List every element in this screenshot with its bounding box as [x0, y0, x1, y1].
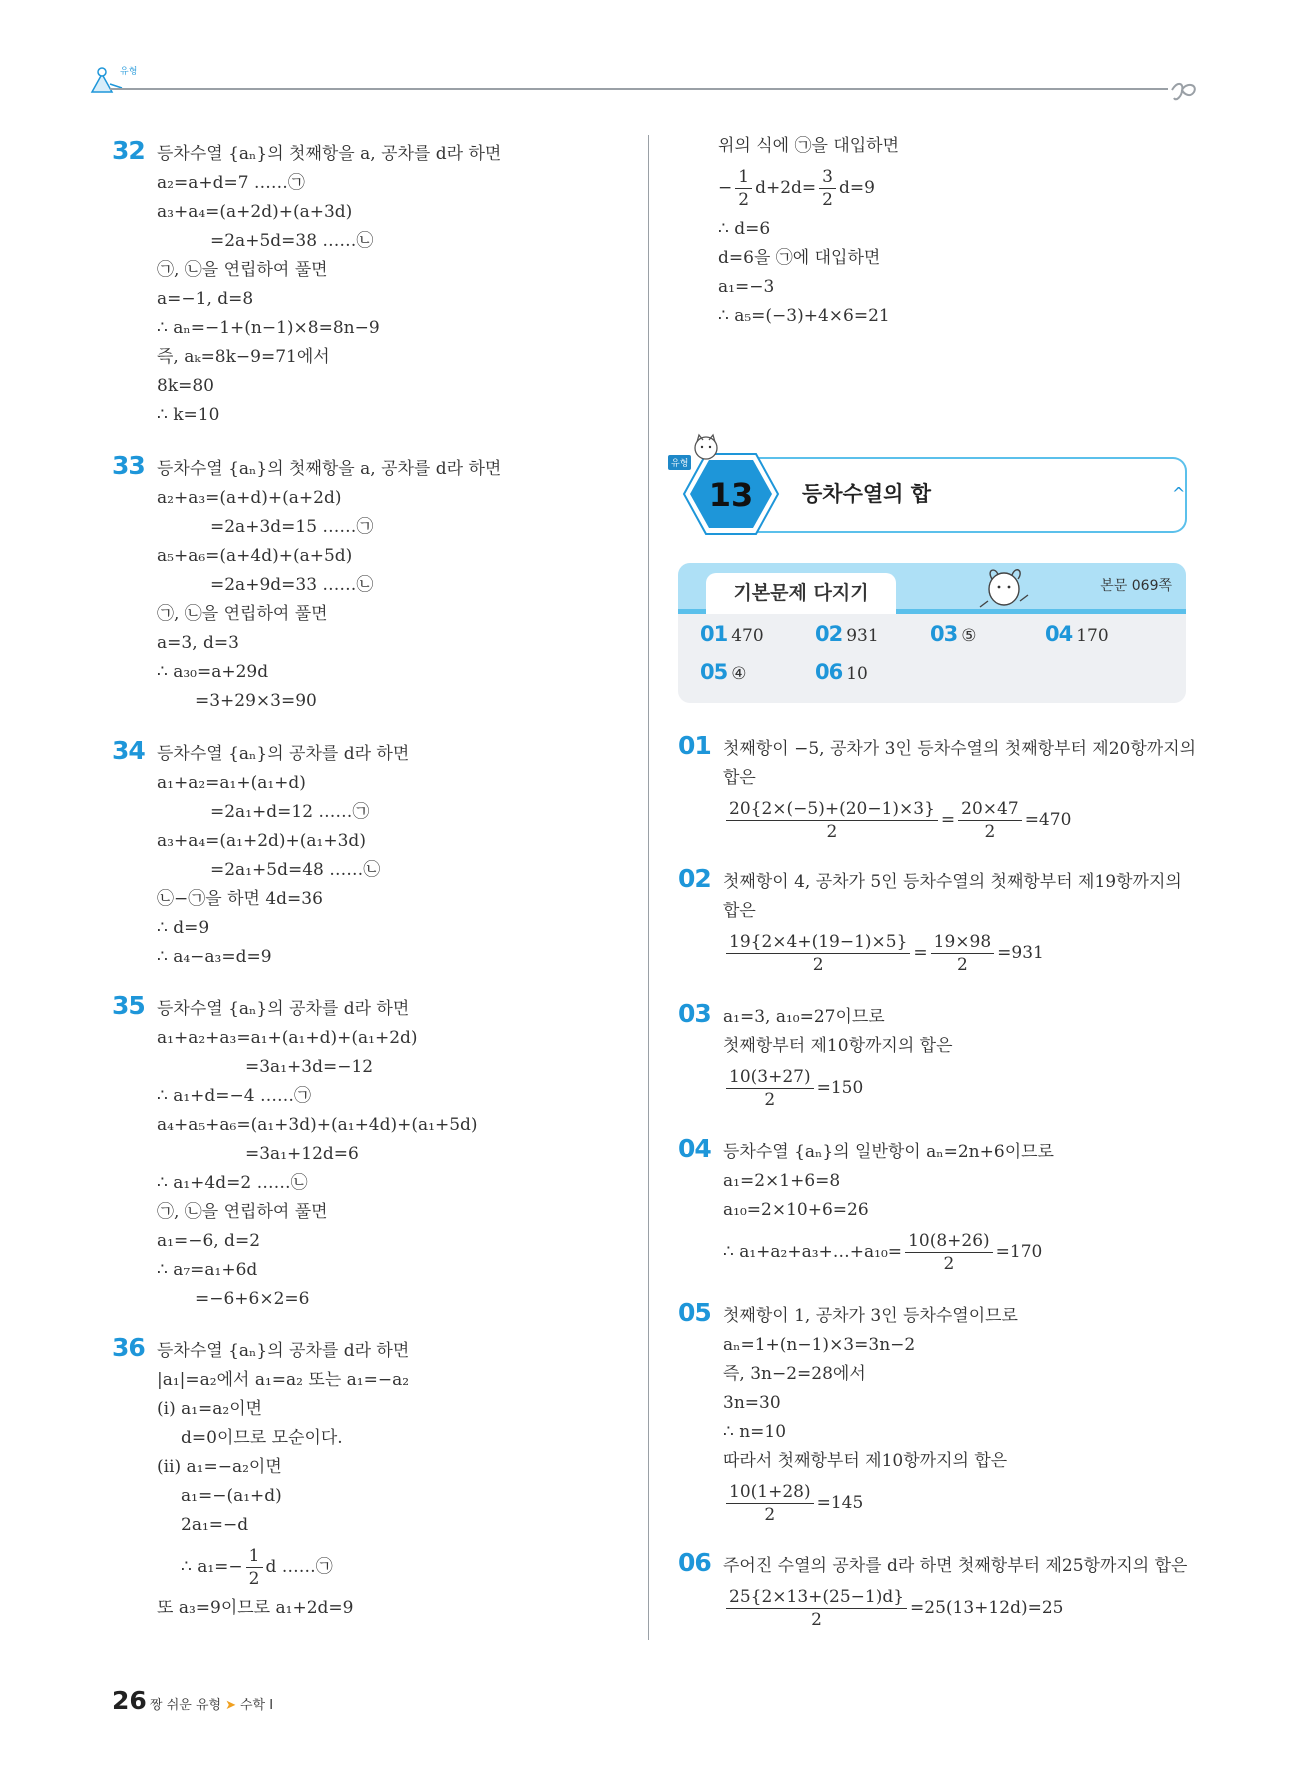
answer-value: 470 — [731, 626, 764, 646]
answer-number: 03 — [930, 622, 958, 646]
numerator: 19×98 — [931, 931, 995, 954]
numerator: 1 — [735, 166, 752, 189]
numerator: 10(8+26) — [905, 1230, 993, 1253]
problem-number: 04 — [678, 1134, 711, 1163]
problem-number: 02 — [678, 864, 711, 893]
denominator: 2 — [764, 1090, 776, 1110]
solution-line: a₁=−6, d=2 — [157, 1231, 261, 1251]
solution-line: a₁+a₂+a₃=a₁+(a₁+d)+(a₁+2d) — [157, 1028, 418, 1048]
solution-line: 등차수열 {aₙ}의 첫째항을 a, 공차를 d라 하면 — [157, 459, 502, 479]
solution-line: 등차수열 {aₙ}의 첫째항을 a, 공차를 d라 하면 — [157, 144, 502, 164]
answer-value: 931 — [846, 626, 879, 646]
answer-number: 06 — [815, 660, 843, 684]
solution-line: 8k=80 — [157, 376, 214, 396]
solution-line: a=−1, d=8 — [157, 289, 254, 309]
answer-item — [930, 622, 976, 646]
solution-line — [723, 1225, 1054, 1279]
problem-number: 06 — [678, 1548, 711, 1577]
answer-item — [700, 660, 746, 684]
solution-line: 첫째항부터 제10항까지의 합은 — [723, 1036, 953, 1056]
problem-number: 35 — [112, 991, 145, 1020]
denominator: 2 — [811, 1610, 822, 1630]
solution-line: =3a₁+12d=6 — [245, 1144, 359, 1164]
solution-line: aₙ=1+(n−1)×3=3n−2 — [723, 1335, 916, 1355]
math-text: = — [940, 810, 956, 830]
solution-line: ㉠, ㉡을 연립하여 풀면 — [157, 604, 328, 624]
answer-item — [815, 622, 879, 646]
solution-line: ∴ d=6 — [718, 219, 771, 239]
math-text: =931 — [997, 943, 1044, 963]
solution-line: ∴ n=10 — [723, 1422, 787, 1442]
fraction — [726, 798, 938, 843]
fraction — [726, 931, 910, 976]
solution-line: =2a₁+5d=48 ……㉡ — [210, 860, 381, 880]
header-logo-label: 유형 — [120, 67, 138, 77]
fraction — [931, 931, 995, 976]
math-text: = — [913, 943, 928, 963]
denominator: 2 — [984, 822, 996, 842]
solution-line: =3a₁+3d=−12 — [245, 1057, 374, 1077]
solution-line — [718, 161, 899, 215]
arrow-icon: ➤ — [225, 1698, 236, 1713]
solution-line: a₁=−(a₁+d) — [181, 1486, 282, 1506]
denominator: 2 — [248, 1569, 260, 1589]
numerator: 3 — [819, 166, 836, 189]
solution-line: =2a+9d=33 ……㉡ — [210, 575, 374, 595]
fraction — [819, 166, 836, 211]
fraction — [735, 166, 752, 211]
solution-line: a₁₀=2×10+6=26 — [723, 1200, 869, 1220]
solution-line: 따라서 첫째항부터 제10항까지의 합은 — [723, 1451, 1008, 1471]
fraction — [905, 1230, 993, 1275]
denominator: 2 — [822, 190, 833, 210]
solution-line: ∴ aₙ=−1+(n−1)×8=8n−9 — [157, 318, 380, 338]
math-text: d=9 — [838, 178, 875, 198]
solution-line: |a₁|=a₂에서 a₁=a₂ 또는 a₁=−a₂ — [157, 1370, 410, 1390]
solution-line: a=3, d=3 — [157, 633, 239, 653]
solution-line: a₅+a₆=(a+4d)+(a+5d) — [157, 546, 353, 566]
answer-item — [1045, 622, 1109, 646]
solution-line: 등차수열 {aₙ}의 공차를 d라 하면 — [157, 744, 410, 764]
solution-line: a₃+a₄=(a+2d)+(a+3d) — [157, 202, 353, 222]
problem-number: 01 — [678, 731, 711, 760]
page-number: 26 — [112, 1686, 147, 1715]
numerator: 1 — [246, 1545, 263, 1568]
solution-line: a₄+a₅+a₆=(a₁+3d)+(a₁+4d)+(a₁+5d) — [157, 1115, 478, 1135]
ribbon-bow-icon — [1168, 78, 1204, 104]
solution-line: 합은 — [723, 901, 756, 921]
answer-value: 170 — [1076, 626, 1109, 646]
solution-line: =−6+6×2=6 — [195, 1289, 310, 1309]
fraction — [246, 1545, 263, 1590]
fraction — [958, 798, 1022, 843]
solution-line: 합은 — [723, 768, 756, 788]
solution-line: =3+29×3=90 — [195, 691, 317, 711]
answer-item — [700, 622, 764, 646]
solution-line: =2a+3d=15 ……㉠ — [210, 517, 374, 537]
math-text: ∴ a₁=− — [181, 1557, 243, 1577]
dog-mascot-icon — [968, 563, 1038, 611]
problem-number: 34 — [112, 736, 145, 765]
solution-line: (ⅱ) a₁=−a₂이면 — [157, 1457, 282, 1477]
solution-line: 첫째항이 4, 공차가 5인 등차수열의 첫째항부터 제19항까지의 — [723, 872, 1182, 892]
answer-value: 10 — [846, 664, 868, 684]
solution-line: d=6을 ㉠에 대입하면 — [718, 248, 881, 268]
type-number: 13 — [708, 476, 754, 514]
solution-line — [723, 1581, 1187, 1635]
footer-book-info — [150, 1694, 273, 1713]
answer-value: ④ — [731, 664, 747, 684]
solution-line: a₃+a₄=(a₁+2d)+(a₁+3d) — [157, 831, 366, 851]
fraction — [726, 1066, 814, 1111]
problem-number: 32 — [112, 136, 145, 165]
math-text: − — [718, 178, 733, 198]
answer-number: 02 — [815, 622, 843, 646]
solution-line: 주어진 수열의 공차를 d라 하면 첫째항부터 제25항까지의 합은 — [723, 1556, 1188, 1576]
solution-line: ∴ a₃₀=a+29d — [157, 662, 269, 682]
solution-line: =2a+5d=38 ……㉡ — [210, 231, 374, 251]
answer-item — [815, 660, 868, 684]
numerator: 20×47 — [958, 798, 1022, 821]
math-text: d+2d= — [755, 178, 817, 198]
solution-line: 첫째항이 1, 공차가 3인 등차수열이므로 — [723, 1306, 1018, 1326]
solution-line: (ⅰ) a₁=a₂이면 — [157, 1399, 263, 1419]
solution-line: ㉠, ㉡을 연립하여 풀면 — [157, 260, 328, 280]
solution-line: ∴ k=10 — [157, 405, 220, 425]
problem-number: 03 — [678, 999, 711, 1028]
fraction — [726, 1481, 814, 1526]
solution-line: ∴ a₁+d=−4 ……㉠ — [157, 1086, 312, 1106]
answer-number: 05 — [700, 660, 728, 684]
solution-line: a₁+a₂=a₁+(a₁+d) — [157, 773, 306, 793]
denominator: 2 — [764, 1505, 776, 1525]
solution-line — [723, 926, 1182, 980]
numerator: 25{2×13+(25−1)d} — [726, 1586, 907, 1609]
solution-line: d=0이므로 모순이다. — [181, 1428, 343, 1448]
basic-box-tab: 기본문제 다지기 — [706, 573, 896, 614]
solution-line: a₁=−3 — [718, 277, 775, 297]
problem-number: 33 — [112, 451, 145, 480]
solution-line: a₂=a+d=7 ……㉠ — [157, 173, 305, 193]
header-rule — [110, 88, 1168, 90]
math-text: ∴ a₁+a₂+a₃+…+a₁₀= — [723, 1242, 903, 1262]
solution-line: 즉, 3n−2=28에서 — [723, 1364, 866, 1384]
problem-number: 36 — [112, 1333, 145, 1362]
math-text: =145 — [816, 1493, 864, 1513]
basic-box-page-ref: 본문 069쪽 — [1100, 578, 1172, 594]
solution-line: 첫째항이 −5, 공차가 3인 등차수열의 첫째항부터 제20항까지의 — [723, 739, 1197, 759]
solution-line: 즉, aₖ=8k−9=71에서 — [157, 347, 330, 367]
numerator: 20{2×(−5)+(20−1)×3} — [726, 798, 938, 821]
problem-number: 05 — [678, 1298, 711, 1327]
numerator: 19{2×4+(19−1)×5} — [726, 931, 910, 954]
math-text: =25(13+12d)=25 — [910, 1598, 1064, 1618]
solution-line — [157, 1540, 409, 1594]
solution-line: 또 a₃=9이므로 a₁+2d=9 — [157, 1598, 354, 1618]
denominator: 2 — [957, 955, 968, 975]
solution-line: ∴ a₄−a₃=d=9 — [157, 947, 272, 967]
solution-line: ∴ a₇=a₁+6d — [157, 1260, 258, 1280]
column-divider — [648, 135, 649, 1640]
solution-line: 등차수열 {aₙ}의 일반항이 aₙ=2n+6이므로 — [723, 1142, 1054, 1162]
math-text: d ……㉠ — [265, 1557, 333, 1577]
solution-line: ㉡−㉠을 하면 4d=36 — [157, 889, 323, 909]
type-title: 등차수열의 합 — [802, 482, 932, 506]
type-number-hexagon — [682, 452, 780, 536]
answer-value: ⑤ — [961, 626, 977, 646]
solution-line: 위의 식에 ㉠을 대입하면 — [718, 136, 900, 156]
solution-line — [723, 793, 1196, 847]
denominator: 2 — [738, 190, 750, 210]
solution-line: 3n=30 — [723, 1393, 781, 1413]
solution-line: a₂+a₃=(a+d)+(a+2d) — [157, 488, 342, 508]
caret-up-icon: ^ — [1172, 484, 1186, 503]
denominator: 2 — [826, 822, 838, 842]
type-label-badge: 유형 — [668, 455, 691, 470]
solution-line — [723, 1061, 953, 1115]
solution-line: ∴ a₁+4d=2 ……㉡ — [157, 1173, 308, 1193]
solution-line: ㉠, ㉡을 연립하여 풀면 — [157, 1202, 328, 1222]
denominator: 2 — [812, 955, 824, 975]
answer-number: 04 — [1045, 622, 1073, 646]
solution-line: 등차수열 {aₙ}의 공차를 d라 하면 — [157, 1341, 410, 1361]
denominator: 2 — [943, 1254, 955, 1274]
solution-line: a₁=2×1+6=8 — [723, 1171, 841, 1191]
math-text: =150 — [816, 1078, 864, 1098]
solution-line: 2a₁=−d — [181, 1515, 249, 1535]
numerator: 10(1+28) — [726, 1481, 814, 1504]
math-text: =470 — [1024, 810, 1072, 830]
subject-name: 수학 Ⅰ — [239, 1698, 274, 1713]
answer-number: 01 — [700, 622, 728, 646]
basic-problems-box — [678, 563, 1186, 703]
solution-line: 등차수열 {aₙ}의 공차를 d라 하면 — [157, 999, 410, 1019]
numerator: 10(3+27) — [726, 1066, 814, 1089]
math-text: =170 — [995, 1242, 1043, 1262]
solution-line: ∴ a₅=(−3)+4×6=21 — [718, 306, 890, 326]
solution-line: =2a₁+d=12 ……㉠ — [210, 802, 370, 822]
fraction — [726, 1586, 907, 1631]
solution-line: ∴ d=9 — [157, 918, 210, 938]
book-title: 짱 쉬운 유형 — [150, 1698, 222, 1713]
solution-line — [723, 1476, 1018, 1530]
cat-mascot-icon — [690, 432, 722, 462]
solution-line: a₁=3, a₁₀=27이므로 — [723, 1007, 885, 1027]
